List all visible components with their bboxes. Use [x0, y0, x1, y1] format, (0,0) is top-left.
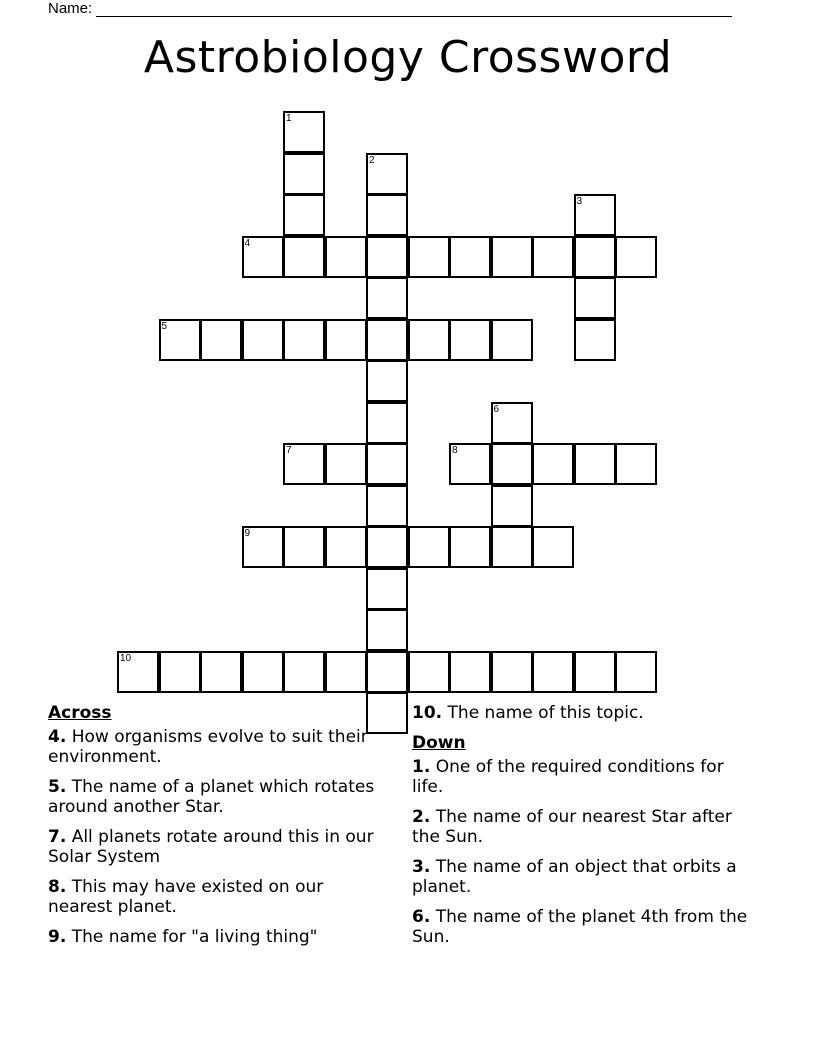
crossword-cell[interactable]	[615, 443, 657, 485]
across-heading: Across	[48, 703, 112, 723]
clue-text: This may have existed on our nearest planet.	[48, 877, 324, 917]
crossword-cell[interactable]	[325, 236, 367, 278]
clue-number-label: 5	[161, 320, 168, 332]
clue-number: 7.	[48, 827, 67, 847]
crossword-cell-8[interactable]	[449, 443, 491, 485]
clue-number: 8.	[48, 877, 67, 897]
crossword-cell[interactable]	[366, 402, 408, 444]
clue-across-4	[48, 727, 378, 767]
crossword-cell[interactable]	[574, 236, 616, 278]
clue-number-label: 8	[452, 445, 458, 456]
crossword-cell[interactable]	[325, 319, 367, 361]
clue-across-10	[412, 703, 752, 723]
crossword-cell-3[interactable]	[574, 194, 616, 236]
crossword-cell[interactable]	[366, 651, 408, 693]
clue-text: The name of our nearest Star after the Sun.	[412, 807, 732, 847]
crossword-cell[interactable]	[366, 194, 408, 236]
crossword-cell[interactable]	[325, 651, 367, 693]
clues-left-column	[48, 703, 378, 957]
crossword-cell[interactable]	[491, 651, 533, 693]
crossword-cell[interactable]	[283, 236, 325, 278]
clue-across-9	[48, 927, 378, 947]
crossword-cell[interactable]	[242, 651, 284, 693]
clue-number-label: 4	[244, 237, 251, 249]
clue-number-label: 3	[576, 196, 583, 207]
clue-number: 10.	[412, 703, 443, 723]
crossword-cell[interactable]	[200, 651, 242, 693]
crossword-cell[interactable]	[283, 526, 325, 568]
clue-across-8	[48, 877, 378, 917]
crossword-cell[interactable]	[366, 609, 408, 651]
crossword-cell[interactable]	[574, 277, 616, 319]
crossword-cell[interactable]	[532, 236, 574, 278]
crossword-cell-6[interactable]	[491, 402, 533, 444]
crossword-cell[interactable]	[366, 319, 408, 361]
crossword-cell[interactable]	[491, 319, 533, 361]
crossword-cell[interactable]	[449, 319, 491, 361]
clue-number: 6.	[412, 907, 431, 927]
crossword-cell[interactable]	[408, 236, 450, 278]
crossword-cell[interactable]	[366, 485, 408, 527]
crossword-cell-9[interactable]	[242, 526, 284, 568]
clue-text: The name of an object that orbits a planet.	[412, 857, 737, 897]
crossword-cell[interactable]	[408, 526, 450, 568]
crossword-cell[interactable]	[159, 651, 201, 693]
clue-text: One of the required conditions for life.	[412, 757, 724, 797]
page-title: Astrobiology Crossword	[143, 32, 673, 83]
crossword-cell[interactable]	[449, 236, 491, 278]
crossword-cell-10[interactable]	[117, 651, 159, 693]
clue-number: 3.	[412, 857, 431, 877]
clue-across-5	[48, 777, 378, 817]
clue-number: 4.	[48, 727, 67, 747]
clue-number: 1.	[412, 757, 431, 777]
crossword-cell[interactable]	[574, 443, 616, 485]
crossword-cell[interactable]	[449, 526, 491, 568]
crossword-cell[interactable]	[283, 319, 325, 361]
clue-text: All planets rotate around this in our Solar System	[48, 827, 374, 867]
crossword-cell[interactable]	[283, 651, 325, 693]
clue-across-7	[48, 827, 378, 867]
crossword-cell[interactable]	[615, 236, 657, 278]
clue-down-2	[412, 807, 752, 847]
crossword-cell[interactable]	[200, 319, 242, 361]
clue-text: The name for "a living thing"	[71, 927, 318, 947]
crossword-cell[interactable]	[491, 526, 533, 568]
crossword-cell[interactable]	[491, 236, 533, 278]
clue-text: The name of this topic.	[447, 703, 644, 723]
clue-number-label: 6	[493, 403, 500, 415]
crossword-cell[interactable]	[574, 319, 616, 361]
clue-number-label: 9	[244, 528, 251, 539]
crossword-cell-2[interactable]	[366, 153, 408, 195]
clue-number: 2.	[412, 807, 431, 827]
crossword-cell-5[interactable]	[159, 319, 201, 361]
crossword-cell[interactable]	[491, 485, 533, 527]
crossword-cell[interactable]	[325, 526, 367, 568]
crossword-cell[interactable]	[408, 319, 450, 361]
crossword-cell[interactable]	[283, 194, 325, 236]
crossword-cell[interactable]	[449, 651, 491, 693]
crossword-cell[interactable]	[491, 443, 533, 485]
clue-text: The name of the planet 4th from the Sun.	[412, 907, 748, 947]
clue-text: How organisms evolve to suit their environment.	[48, 727, 368, 767]
down-heading: Down	[412, 733, 466, 753]
crossword-cell[interactable]	[242, 319, 284, 361]
clue-number-label: 2	[369, 154, 375, 166]
clue-number: 5.	[48, 777, 67, 797]
clue-down-3	[412, 857, 752, 897]
crossword-cell[interactable]	[574, 651, 616, 693]
crossword-cell-4[interactable]	[242, 236, 284, 278]
crossword-cell-7[interactable]	[283, 443, 325, 485]
crossword-cell[interactable]	[532, 526, 574, 568]
name-label: Name:	[48, 0, 93, 17]
clue-number-label: 10	[120, 652, 132, 664]
crossword-cell[interactable]	[366, 443, 408, 485]
crossword-cell[interactable]	[366, 526, 408, 568]
clue-text: The name of a planet which rotates around another Star.	[48, 777, 375, 817]
crossword-cell[interactable]	[325, 443, 367, 485]
crossword-cell[interactable]	[366, 568, 408, 610]
clue-number-label: 7	[286, 445, 292, 456]
crossword-cell[interactable]	[366, 277, 408, 319]
crossword-cell[interactable]	[283, 153, 325, 195]
crossword-cell[interactable]	[366, 360, 408, 402]
clue-down-1	[412, 757, 752, 797]
clue-down-6	[412, 907, 752, 947]
crossword-cell-1[interactable]	[283, 111, 325, 153]
clues-right-column	[412, 703, 752, 957]
crossword-cell[interactable]	[408, 651, 450, 693]
clue-number: 9.	[48, 927, 67, 947]
crossword-cell[interactable]	[532, 651, 574, 693]
clue-number-label: 1	[286, 113, 292, 124]
crossword-cell[interactable]	[532, 443, 574, 485]
crossword-cell[interactable]	[615, 651, 657, 693]
crossword-cell[interactable]	[366, 236, 408, 278]
